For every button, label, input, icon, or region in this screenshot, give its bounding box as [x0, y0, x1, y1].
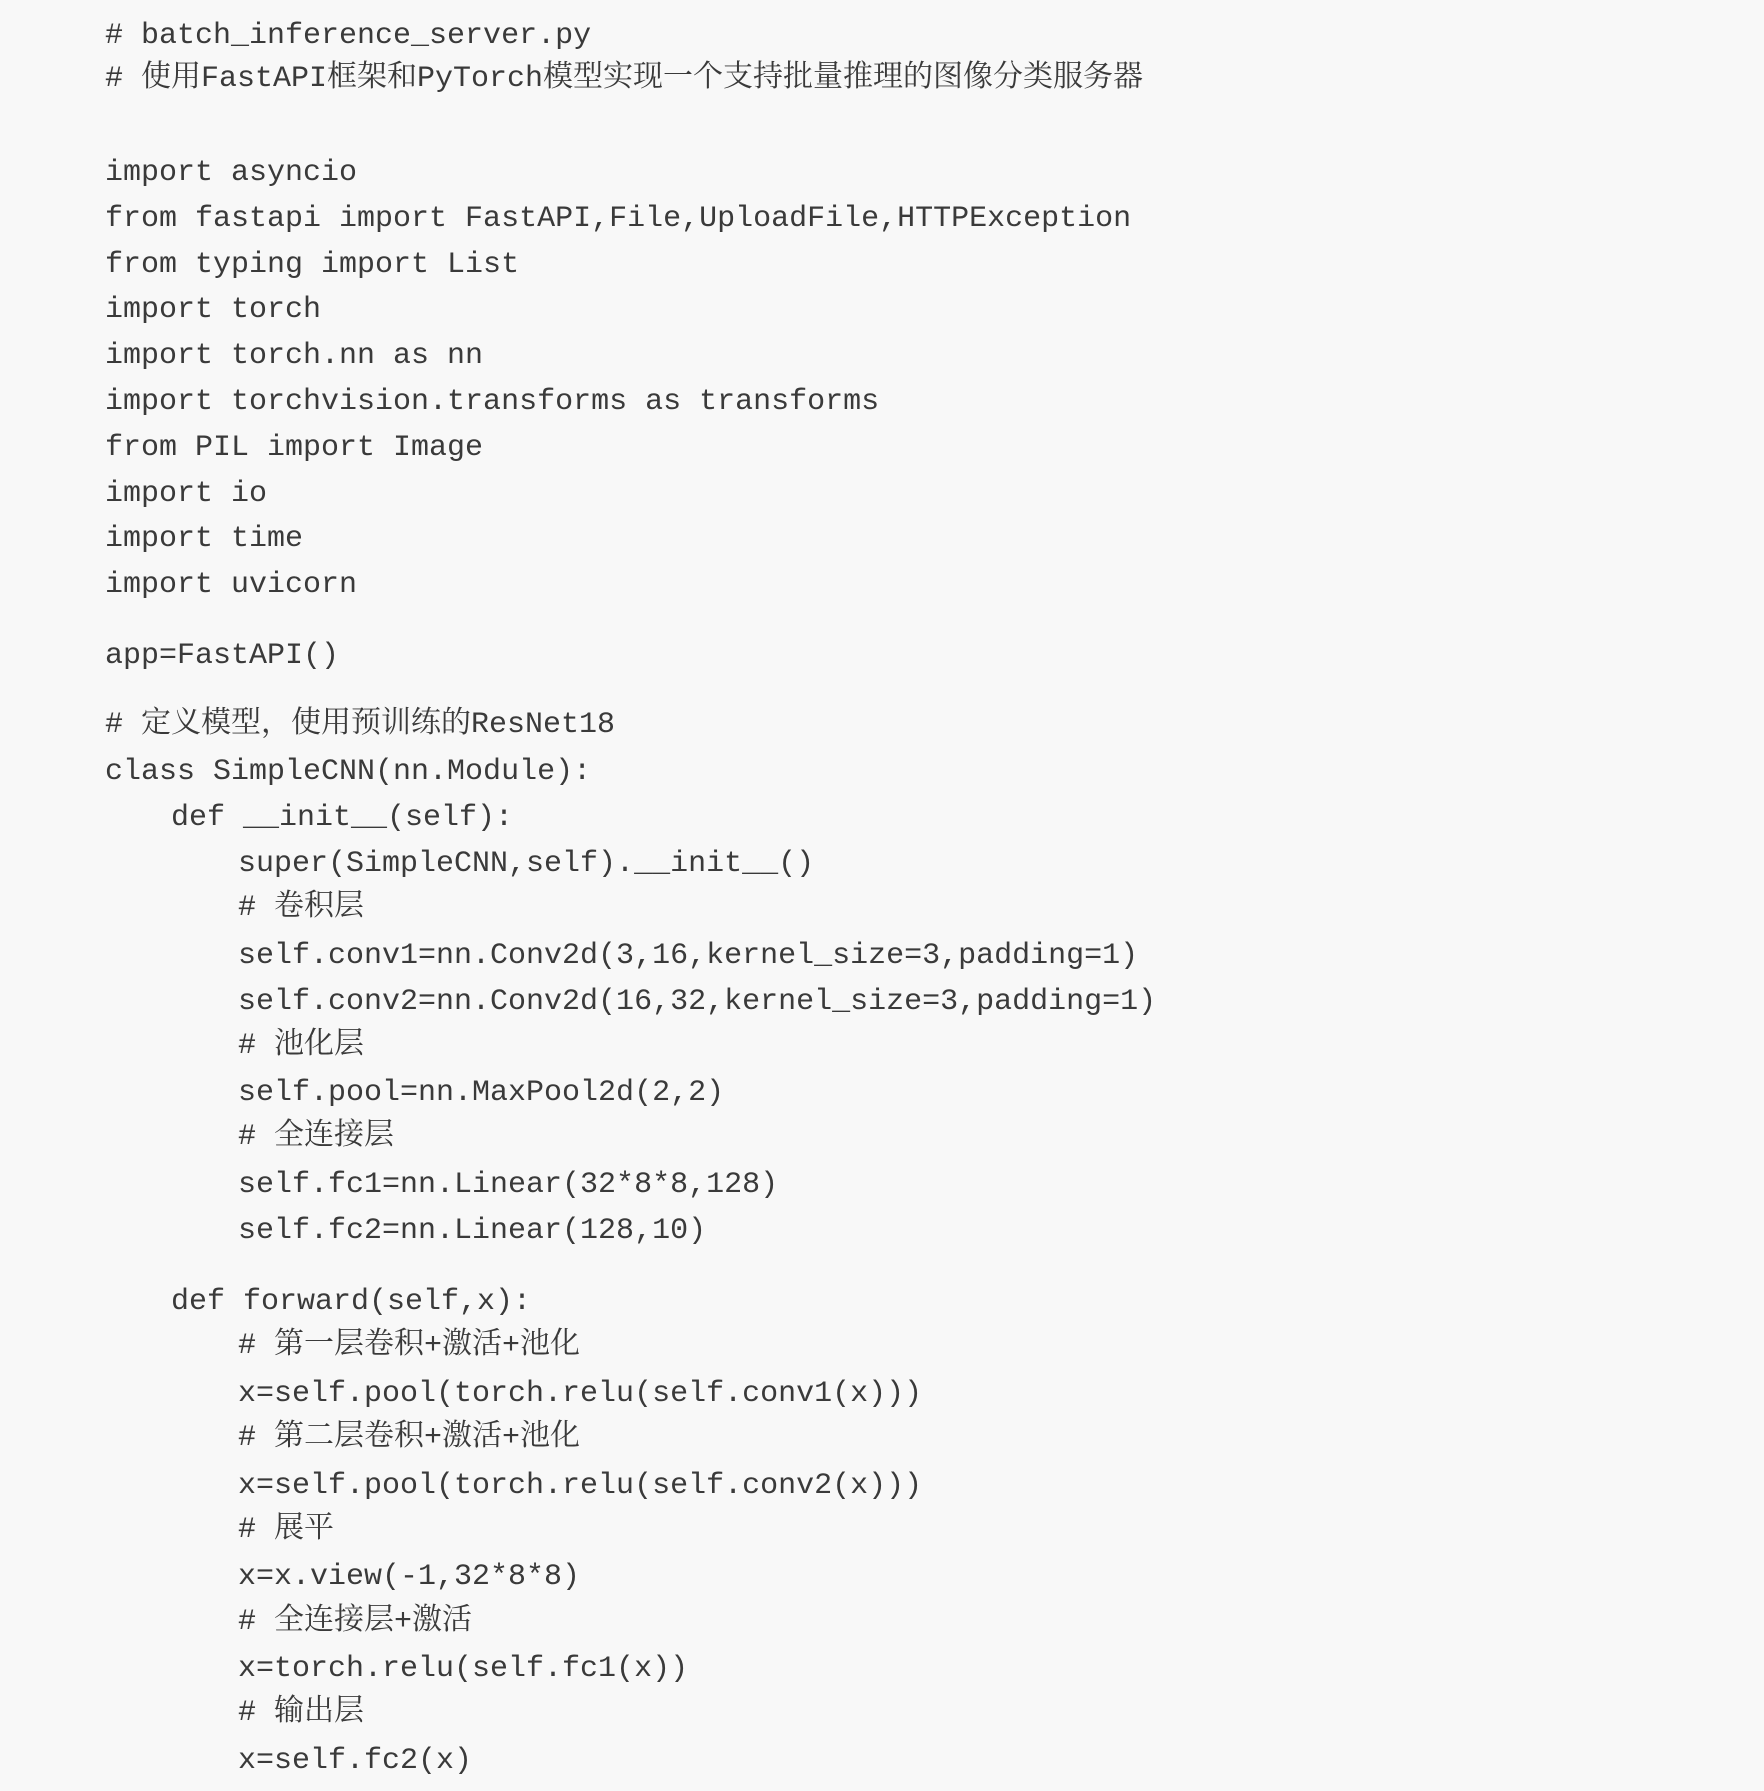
init-def-line: def __init__(self): — [171, 801, 514, 835]
init-body-line: self.fc2=nn.Linear(128,10) — [238, 1214, 707, 1248]
init-body-comment: # 池化层 — [238, 1029, 365, 1063]
init-body-line: self.pool=nn.MaxPool2d(2,2) — [238, 1076, 725, 1110]
forward-body-line: x=torch.relu(self.fc1(x)) — [238, 1652, 689, 1686]
forward-body-comment: # 第一层卷积+激活+池化 — [238, 1329, 581, 1363]
forward-body-comment: # 第二层卷积+激活+池化 — [238, 1421, 581, 1455]
init-body-line: self.conv2=nn.Conv2d(16,32,kernel_size=3,padding=1) — [238, 985, 1157, 1019]
import-line: import time — [105, 522, 304, 556]
import-line: from typing import List — [105, 248, 520, 282]
init-body-comment: # 全连接层 — [238, 1120, 395, 1154]
forward-body-comment: # 输出层 — [238, 1696, 365, 1730]
forward-body-comment: # 全连接层+激活 — [238, 1605, 473, 1639]
forward-body-line: x=self.fc2(x) — [238, 1744, 473, 1778]
app-line: app=FastAPI() — [105, 639, 340, 673]
import-line: from fastapi import FastAPI,File,UploadFile,HTTPException — [105, 202, 1132, 236]
class-line: class SimpleCNN(nn.Module): — [105, 755, 592, 789]
init-body-comment: # 卷积层 — [238, 891, 365, 925]
import-line: import torchvision.transforms as transforms — [105, 385, 880, 419]
file-name-comment: # batch_inference_server.py — [105, 19, 592, 53]
import-line: import torch.nn as nn — [105, 339, 484, 373]
forward-body-line: x=self.pool(torch.relu(self.conv1(x))) — [238, 1377, 923, 1411]
model-comment: # 定义模型，使用预训练的ResNet18 — [105, 708, 616, 742]
forward-body-comment: # 展平 — [238, 1513, 335, 1547]
description-comment: # 使用FastAPI框架和PyTorch模型实现一个支持批量推理的图像分类服务器 — [105, 62, 1144, 96]
forward-body-line: x=x.view(-1,32*8*8) — [238, 1560, 581, 1594]
import-line: import torch — [105, 293, 322, 327]
import-line: import asyncio — [105, 156, 358, 190]
import-line: import io — [105, 477, 268, 511]
forward-body-line: x=self.pool(torch.relu(self.conv2(x))) — [238, 1469, 923, 1503]
init-body-line: super(SimpleCNN,self).__init__() — [238, 847, 815, 881]
import-line: from PIL import Image — [105, 431, 484, 465]
import-line: import uvicorn — [105, 568, 358, 602]
init-body-line: self.conv1=nn.Conv2d(3,16,kernel_size=3,padding=1) — [238, 939, 1139, 973]
init-body-line: self.fc1=nn.Linear(32*8*8,128) — [238, 1168, 779, 1202]
forward-def-line: def forward(self,x): — [171, 1285, 532, 1319]
